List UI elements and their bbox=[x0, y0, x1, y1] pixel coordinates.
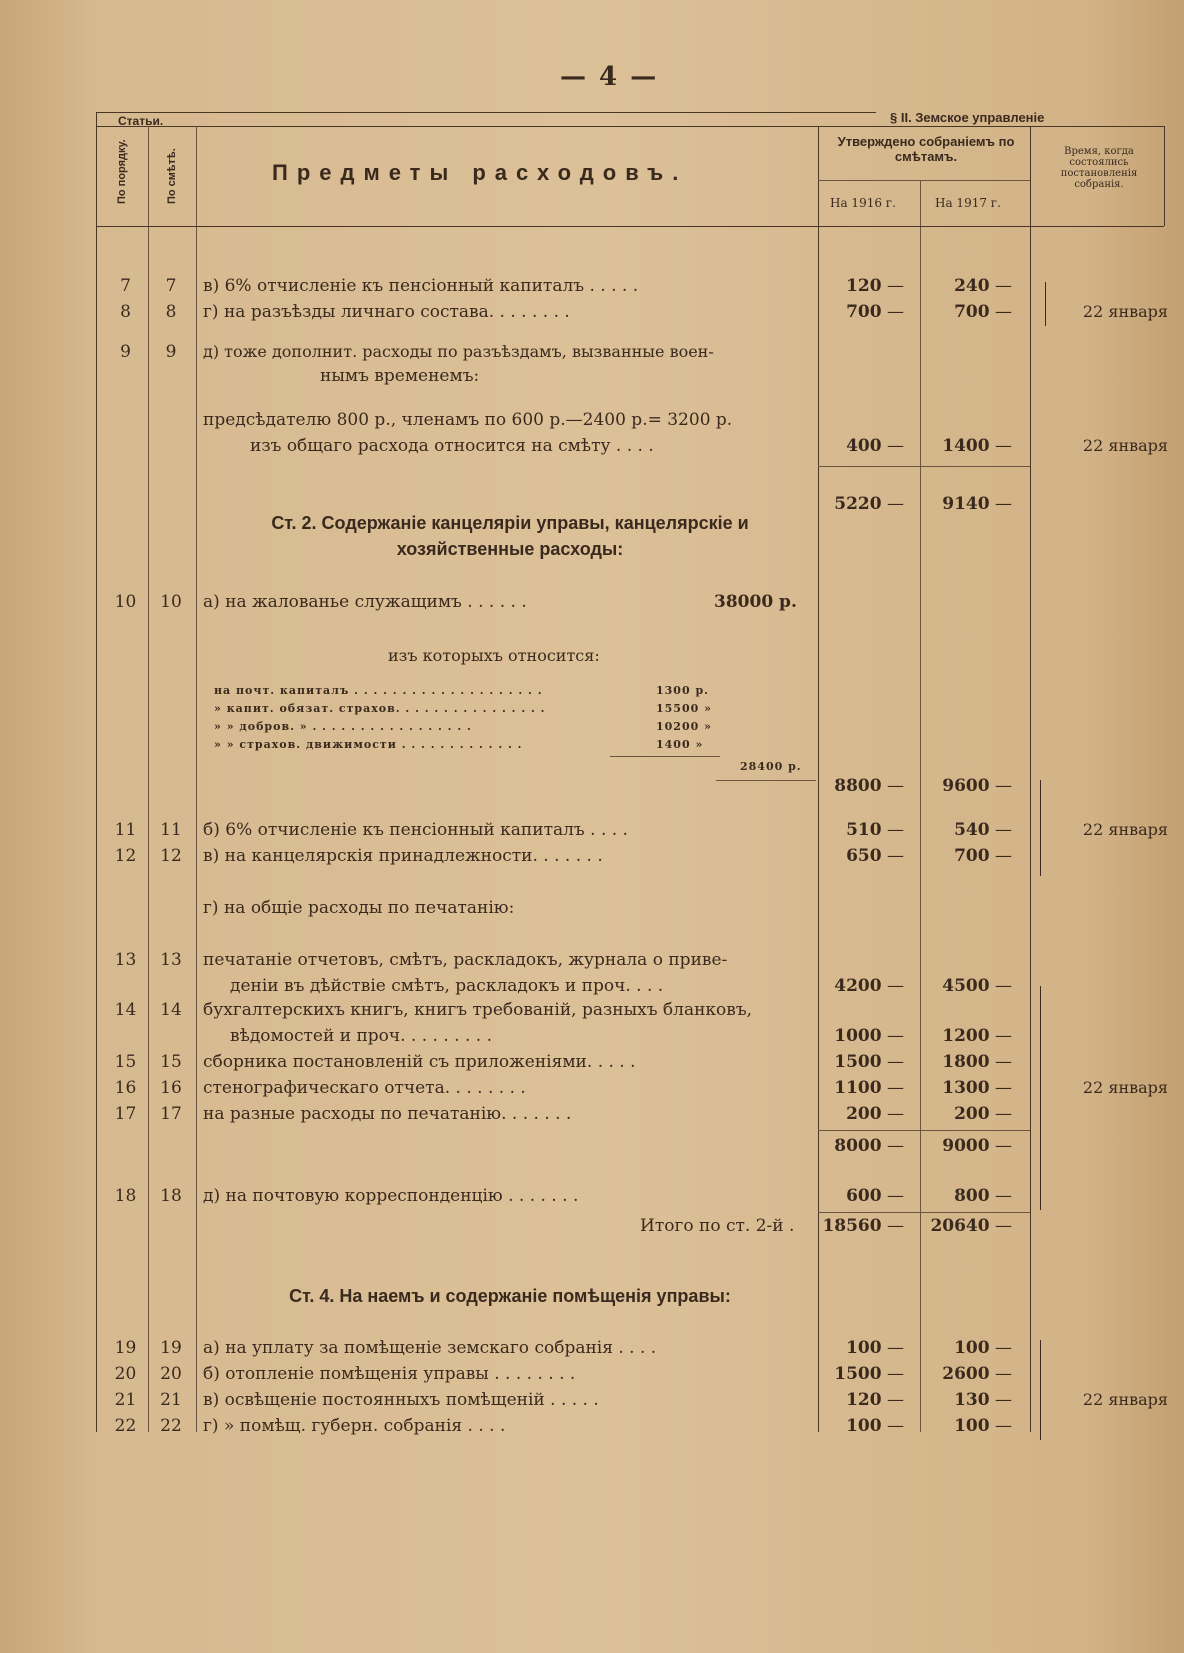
brace bbox=[1040, 780, 1041, 876]
header-mid-rule bbox=[818, 180, 1030, 181]
header-po-poryadku: По порядку. bbox=[116, 139, 128, 204]
subtotal-row: 5220 — 9140 — bbox=[834, 494, 1012, 514]
table-row: деніи въ дѣйствіе смѣтъ, раскладокъ и проч. . . . 4200 — 4500 — bbox=[230, 976, 1012, 996]
table-row: 18 18 д) на почтовую корреспонденцію . . . . . . . 600 — 800 — bbox=[114, 1186, 1012, 1206]
section-heading-2: Ст. 2. Содержаніе канцеляріи управы, канцелярскіе и хозяйственные расходы: bbox=[271, 513, 749, 559]
table-row: 14 14 бухгалтерскихъ книгъ, книгъ требованій, разныхъ бланковъ, bbox=[114, 1000, 753, 1020]
top-rule-2 bbox=[96, 126, 1164, 127]
header-1917: На 1917 г. bbox=[935, 196, 1001, 210]
sub-total: 28400 р. bbox=[740, 760, 802, 773]
sub-item: на почт. капиталъ . . . . . . . . . . . . . . . . . . . . bbox=[214, 684, 543, 697]
sub-item: » » страхов. движимости . . . . . . . . . . . . . bbox=[214, 738, 523, 751]
table-row: 8 8 г) на разъѣзды личнаго состава. . . . . . . . 700 — 700 — 22 января bbox=[120, 302, 1168, 322]
table-row: нымъ временемъ: bbox=[320, 366, 480, 386]
header-utverzhdeno: Утверждено собраніемъ по смѣтамъ. bbox=[837, 134, 1015, 164]
table-row: вѣдомостей и проч. . . . . . . . . 1000 — 1200 — bbox=[230, 1026, 1012, 1046]
table-row: 8800 — 9600 — bbox=[834, 776, 1012, 796]
table-row: 12 12 в) на канцелярскія принадлежности. . . . . . . 650 — 700 — bbox=[114, 846, 1012, 866]
brace bbox=[1040, 1340, 1041, 1440]
table-row: 20 20 б) отопленіе помѣщенія управы . . . . . . . . 1500 — 2600 — bbox=[114, 1364, 1012, 1384]
subtotal-rule bbox=[818, 1130, 1030, 1131]
section-title: § II. Земское управленіе bbox=[890, 110, 1045, 125]
section-heading-4: Ст. 4. На наемъ и содержаніе помѣщенія управы: bbox=[289, 1286, 731, 1306]
top-rule bbox=[96, 112, 876, 113]
table-row: 9 9 д) тоже дополнит. расходы по разъѣздамъ, вызванные воен- bbox=[120, 342, 714, 362]
table-row: 16 16 стенографическаго отчета. . . . . . . . 1100 — 1300 — 22 января bbox=[114, 1078, 1168, 1098]
header-predmety: Предметы расходовъ. bbox=[272, 160, 688, 185]
brace bbox=[1040, 986, 1041, 1210]
itogo-rule bbox=[818, 1212, 1030, 1213]
header-statyi: Статьи. bbox=[118, 114, 164, 128]
table-row: 11 11 б) 6% отчисленіе къ пенсіонный капиталъ . . . . 510 — 540 — 22 января bbox=[114, 820, 1168, 840]
table-row: предсѣдателю 800 р., членамъ по 600 р.—2400 р.= 3200 р. bbox=[203, 410, 733, 430]
page-number: — 4 — bbox=[560, 62, 659, 92]
table-row: 22 22 г) » помѣщ. губерн. собранія . . . . 100 — 100 — bbox=[114, 1416, 1012, 1436]
brace bbox=[1045, 282, 1046, 326]
header-1916: На 1916 г. bbox=[830, 196, 896, 210]
sub-item: » капит. обязат. страхов. . . . . . . . . . . . . . . . bbox=[214, 702, 546, 715]
table-row: 21 21 в) освѣщеніе постоянныхъ помѣщеній . . . . . 120 — 130 — 22 января bbox=[114, 1390, 1168, 1410]
table-row: изъ общаго расхода относится на смѣту . . . . 400 — 1400 — 22 января bbox=[250, 436, 1168, 456]
table-row: 7 7 в) 6% отчисленіе къ пенсіонный капиталъ . . . . . 120 — 240 — bbox=[120, 276, 1012, 296]
subtotal-rule bbox=[818, 466, 1030, 467]
table-row: 10 10 а) на жалованье служащимъ . . . . . . 38000 р. bbox=[114, 592, 797, 612]
document-page: — 4 — § II. Земское управленіе Статьи. По порядку. По смѣтѣ. Предметы расходовъ. Утверждено собраніемъ по смѣтамъ. На 1916 г. На 1917 г. Время, когда состоялись постановленія собранія. 7 7 в) 6% отчисленіе къ пенсіонный капиталъ . . . . . 120 — 240 — 8 8 г) на разъѣзды личнаго состава. . . . . . . . 700 — 700 — 22 января 9 9 д) тоже дополнит. расходы по разъѣздамъ, вызванные воен- нымъ временемъ: предсѣдателю 800 р., членамъ по 600 р.—2400 р.= 3200 р. изъ общаго расхода относится на смѣту . . . . 400 — 1400 — 22 января 5220 — 9140 — Ст. 2. Содержаніе канцеляріи управы, канцелярскіе и хозяйственные расходы: 10 10 а) на жалованье служащимъ . . . . . . 38000 р. изъ которыхъ относится: на почт. капиталъ . . . . . . . . . . . . . . . . . . . . 1300 р. » капит. обязат. страхов. . . . . . . . . . . . . . . . 15500 » » » добров. » . . . . . . . . . . . . . . . . . 10200 » » » страхов. движимости . . . . . . . . . . . . . 1400 » 28400 р. 8800 — 9600 — 11 11 б) 6% отчисленіе къ пенсіонный капиталъ . . . . 510 — 540 — 22 января 12 12 в) на канцелярскія принадлежности. . . . . . . 650 — 700 — г) на общіе расходы по печатанію: 13 13 печатаніе отчетовъ, смѣтъ, раскладокъ, журнала о приве- деніи въ дѣйствіе смѣтъ, раскладокъ и проч. . . . 4200 — 4500 — 14 14 бухгалтерскихъ книгъ, книгъ требованій, разныхъ бланковъ, вѣдомостей и проч. . . . . . . . . 1000 — 1200 — 15 15 сборника постановленій съ приложеніями. . . . . 1500 — 1800 — 16 16 стенографическаго отчета. . . . . . . . 1100 — 1300 — 22 января 17 17 на разные расходы по печатанію. . . . . . . 200 — 200 — 8000 — 9000 — 18 18 д) на почтовую корреспонденцію . . . . . . . 600 — 800 — Итого по ст. 2-й . 18560 — 20640 — Ст. 4. На наемъ и содержаніе помѣщенія управы: 19 19 а) на уплату за помѣщеніе земскаго собранія . . . . 100 — 100 — 20 20 б) отопленіе помѣщенія управы . . . . . . . . 1500 — 2600 — 21 21 в) освѣщеніе постоянныхъ помѣщеній . . . . . 120 — 130 — 22 января 22 22 г) » помѣщ. губерн. собранія . . . . 100 — 100 — bbox=[0, 0, 1184, 1653]
header-vremya: Время, когда состоялись постановленія собранія. bbox=[1060, 146, 1138, 190]
table-row: 15 15 сборника постановленій съ приложеніями. . . . . 1500 — 1800 — bbox=[114, 1052, 1012, 1072]
sub-item: » » добров. » . . . . . . . . . . . . . . . . . bbox=[214, 720, 472, 733]
header-bottom-rule bbox=[96, 226, 1164, 227]
itogo-row: Итого по ст. 2-й . 18560 — 20640 — bbox=[640, 1216, 1012, 1236]
subtotal-row: 8000 — 9000 — bbox=[834, 1136, 1012, 1156]
table-row: 13 13 печатаніе отчетовъ, смѣтъ, раскладокъ, журнала о приве- bbox=[114, 950, 728, 970]
sub-total-rule bbox=[610, 756, 720, 757]
iz-kotoryh-label: изъ которыхъ относится: bbox=[388, 646, 600, 665]
table-row: 17 17 на разные расходы по печатанію. . . . . . . 200 — 200 — bbox=[114, 1104, 1012, 1124]
header-po-smete: По смѣтѣ. bbox=[166, 148, 178, 204]
table-row: 19 19 а) на уплату за помѣщеніе земскаго собранія . . . . 100 — 100 — bbox=[114, 1338, 1012, 1358]
g-heading: г) на общіе расходы по печатанію: bbox=[203, 898, 515, 918]
right-rule bbox=[1164, 126, 1165, 226]
